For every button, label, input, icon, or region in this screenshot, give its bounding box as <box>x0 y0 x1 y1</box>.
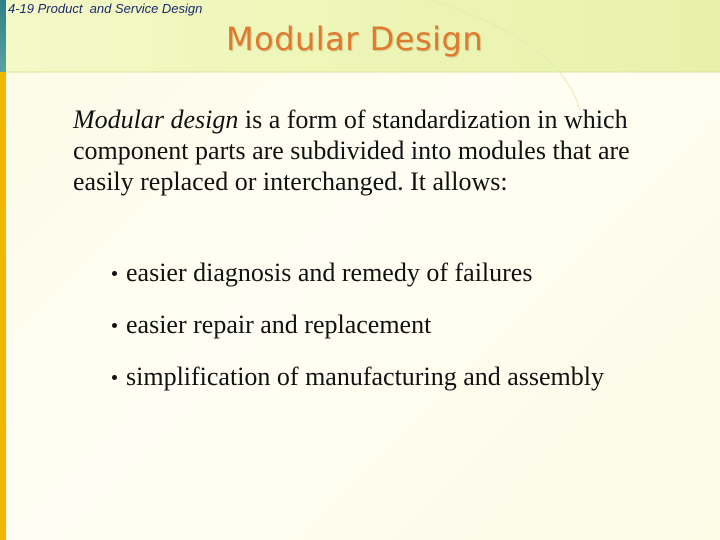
bullet-list <box>110 256 604 412</box>
header-decoration <box>0 0 720 120</box>
definition-text: is a form of standardization in which component parts are subdivided into modules that are easily replaced or interchanged. It allows: <box>73 105 630 196</box>
slide-number-label: 4-19 Product and Service Design <box>8 1 203 16</box>
bullet-item <box>110 360 604 412</box>
definition-paragraph <box>73 104 693 197</box>
slide-title: Modular Design <box>226 20 484 58</box>
left-accent-bar <box>0 0 6 540</box>
bullet-text: easier repair and replacement <box>126 310 432 339</box>
bullet-dot-icon <box>112 271 117 276</box>
bullet-dot-icon <box>112 375 117 380</box>
bullet-text: easier diagnosis and remedy of failures <box>126 258 533 287</box>
bullet-text: simplification of manufacturing and assembly <box>126 362 604 391</box>
left-teal-accent <box>0 0 6 72</box>
bullet-item <box>110 256 604 308</box>
bullet-dot-icon <box>112 323 117 328</box>
bullet-item <box>110 308 604 360</box>
term: Modular design <box>73 105 239 134</box>
